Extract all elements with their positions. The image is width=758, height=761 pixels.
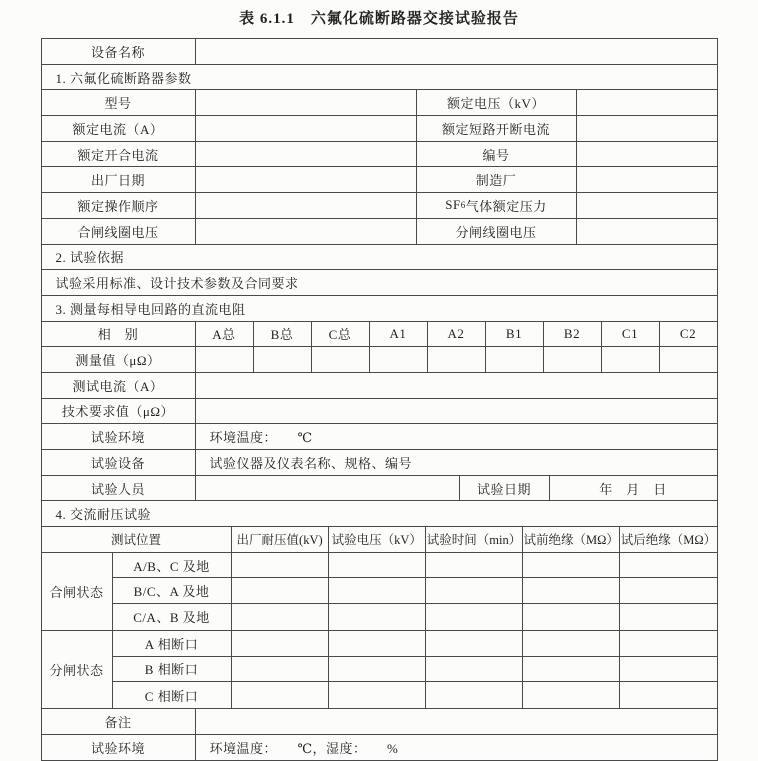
withstand-value-cell <box>329 631 426 656</box>
section1-heading-row <box>42 65 717 91</box>
phase-col-header: A2 <box>428 322 486 347</box>
phase-header-label: 相 别 <box>42 322 196 347</box>
withstand-value-cell <box>620 604 716 630</box>
section3-heading: 3. 测量每相导电回路的直流电阻 <box>55 301 246 317</box>
test-personnel-row <box>42 476 717 502</box>
measured-value-cell <box>602 347 660 372</box>
phase-col-header: C1 <box>602 322 660 347</box>
test-current-value <box>196 373 717 398</box>
test-position-label: B 相断口 <box>113 657 232 682</box>
param-row-switching-current <box>42 142 717 168</box>
section1-heading: 1. 六氟化硫断路器参数 <box>55 70 192 86</box>
measured-value-row <box>42 347 717 373</box>
param-value <box>196 219 417 244</box>
withstand-value-cell <box>523 657 620 682</box>
open-state-row <box>113 657 717 683</box>
param-value <box>196 167 417 192</box>
test-environment-label: 试验环境 <box>42 424 196 449</box>
open-state-block <box>42 631 717 709</box>
withstand-col-header: 试验电压（kV） <box>329 527 426 552</box>
withstand-col-header: 试前绝缘（MΩ） <box>523 527 620 552</box>
closed-state-row <box>113 553 717 579</box>
test-date-value: 年 月 日 <box>599 481 667 497</box>
param-row-rated-current <box>42 116 717 142</box>
withstand-value-cell <box>620 631 716 656</box>
withstand-col-header: 试验时间（min） <box>426 527 523 552</box>
withstand-header-row <box>42 527 717 553</box>
withstand-value-cell <box>426 578 523 603</box>
withstand-value-cell <box>620 553 716 578</box>
test-environment-row-bottom <box>42 735 717 761</box>
withstand-value-cell <box>232 657 329 682</box>
test-position-label: A/B、C 及地 <box>113 553 232 578</box>
withstand-col-header: 出厂耐压值(kV) <box>232 527 329 552</box>
param-label: 分闸线圈电压 <box>417 219 577 244</box>
section4-heading-row <box>42 501 717 527</box>
param-value <box>196 90 417 115</box>
remark-label: 备注 <box>42 709 196 734</box>
measured-value-cell <box>660 347 717 372</box>
test-environment-row <box>42 424 717 450</box>
measured-value-cell <box>544 347 602 372</box>
param-value <box>577 167 717 192</box>
withstand-value-cell <box>232 682 329 708</box>
param-label: 额定短路开断电流 <box>417 116 577 141</box>
param-value <box>577 90 717 115</box>
device-name-row <box>42 39 717 65</box>
withstand-value-cell <box>620 682 716 708</box>
phase-col-header: B总 <box>254 322 312 347</box>
param-row-coil-voltage <box>42 219 717 245</box>
withstand-value-cell <box>232 553 329 578</box>
measured-value-cell <box>428 347 486 372</box>
phase-col-header: C总 <box>312 322 370 347</box>
param-value <box>196 193 417 218</box>
test-equipment-row <box>42 450 717 476</box>
test-basis-row <box>42 270 717 296</box>
measured-value-label: 测量值（μΩ） <box>42 347 196 372</box>
withstand-col-header: 试后绝缘（MΩ） <box>620 533 717 548</box>
device-name-value <box>196 39 717 64</box>
test-position-label: C/A、B 及地 <box>113 604 232 630</box>
remark-value <box>196 709 717 734</box>
measured-value-cell <box>254 347 312 372</box>
withstand-value-cell <box>523 578 620 603</box>
withstand-value-cell <box>523 553 620 578</box>
param-value <box>196 116 417 141</box>
measured-value-cell <box>486 347 544 372</box>
remark-row <box>42 709 717 735</box>
withstand-value-cell <box>620 657 716 682</box>
test-position-label: A 相断口 <box>113 631 232 656</box>
withstand-value-cell <box>523 682 620 708</box>
open-state-label: 分闸状态 <box>42 631 113 708</box>
withstand-value-cell <box>232 631 329 656</box>
section4-heading: 4. 交流耐压试验 <box>55 507 152 523</box>
withstand-value-cell <box>232 604 329 630</box>
param-row-factory-date <box>42 167 717 193</box>
measured-value-cell <box>312 347 370 372</box>
withstand-col-header: 测试位置 <box>42 527 232 552</box>
phase-col-header: C2 <box>679 325 697 341</box>
test-personnel-label: 试验人员 <box>42 476 196 501</box>
open-state-row <box>113 631 717 657</box>
withstand-value-cell <box>329 578 426 603</box>
test-current-label: 测试电流（A） <box>42 373 196 398</box>
param-label: 制造厂 <box>417 167 577 192</box>
withstand-value-cell <box>329 682 426 708</box>
param-row-model <box>42 90 717 116</box>
withstand-value-cell <box>426 631 523 656</box>
test-equipment-label: 试验设备 <box>42 450 196 475</box>
phase-col-header: B2 <box>544 322 602 347</box>
measured-value-cell <box>196 347 254 372</box>
closed-state-block <box>42 553 717 631</box>
closed-state-row <box>113 604 717 630</box>
technical-requirement-row <box>42 399 717 425</box>
param-label: 额定电流（A） <box>42 116 196 141</box>
test-date-label: 试验日期 <box>460 476 550 501</box>
closed-state-label: 合闸状态 <box>42 553 113 630</box>
device-name-label: 设备名称 <box>42 39 196 64</box>
withstand-value-cell <box>426 682 523 708</box>
test-environment-value: 环境温度： ℃，湿度： % <box>209 740 399 756</box>
phase-col-header: A总 <box>196 322 254 347</box>
withstand-value-cell <box>232 578 329 603</box>
phase-col-header: B1 <box>486 322 544 347</box>
test-personnel-value <box>196 476 460 501</box>
withstand-value-cell <box>523 631 620 656</box>
test-environment-label: 试验环境 <box>42 735 196 761</box>
param-label: 额定操作顺序 <box>42 193 196 218</box>
closed-state-row <box>113 578 717 604</box>
phase-col-header: A1 <box>370 322 428 347</box>
withstand-value-cell <box>329 553 426 578</box>
withstand-value-cell <box>426 604 523 630</box>
param-value <box>196 142 417 167</box>
param-value <box>577 142 717 167</box>
param-value <box>577 116 717 141</box>
section2-heading: 2. 试验依据 <box>55 250 125 266</box>
document-title: 表 6.1.1 六氟化硫断路器交接试验报告 <box>239 11 519 27</box>
withstand-value-cell <box>329 604 426 630</box>
test-current-row <box>42 373 717 399</box>
param-label: 合闸线圈电压 <box>42 219 196 244</box>
technical-requirement-value <box>196 399 717 424</box>
test-environment-value: 环境温度： ℃ <box>209 430 313 446</box>
phase-header-row <box>42 322 717 348</box>
param-label: 额定电压（kV） <box>417 90 577 115</box>
param-label: 型号 <box>42 90 196 115</box>
withstand-value-cell <box>620 578 716 603</box>
technical-requirement-label: 技术要求值（μΩ） <box>42 399 196 424</box>
test-equipment-value: 试验仪器及仪表名称、规格、编号 <box>209 455 413 471</box>
param-value <box>577 219 717 244</box>
measured-value-cell <box>370 347 428 372</box>
param-label: 出厂日期 <box>42 167 196 192</box>
section3-heading-row <box>42 296 717 322</box>
param-label: 编号 <box>417 142 577 167</box>
test-position-label: B/C、A 及地 <box>113 578 232 603</box>
withstand-value-cell <box>426 553 523 578</box>
param-label: 额定开合电流 <box>42 142 196 167</box>
withstand-value-cell <box>523 604 620 630</box>
withstand-value-cell <box>426 657 523 682</box>
withstand-value-cell <box>329 657 426 682</box>
test-basis-text: 试验采用标准、设计技术参数及合同要求 <box>55 276 299 292</box>
param-label-sf6: SF 6 气体额定压力 <box>417 193 577 218</box>
test-report-table <box>41 38 718 761</box>
param-row-operation-sequence <box>42 193 717 219</box>
test-position-label: C 相断口 <box>113 682 232 708</box>
open-state-row <box>113 682 717 708</box>
section2-heading-row <box>42 245 717 271</box>
param-value <box>577 193 717 218</box>
